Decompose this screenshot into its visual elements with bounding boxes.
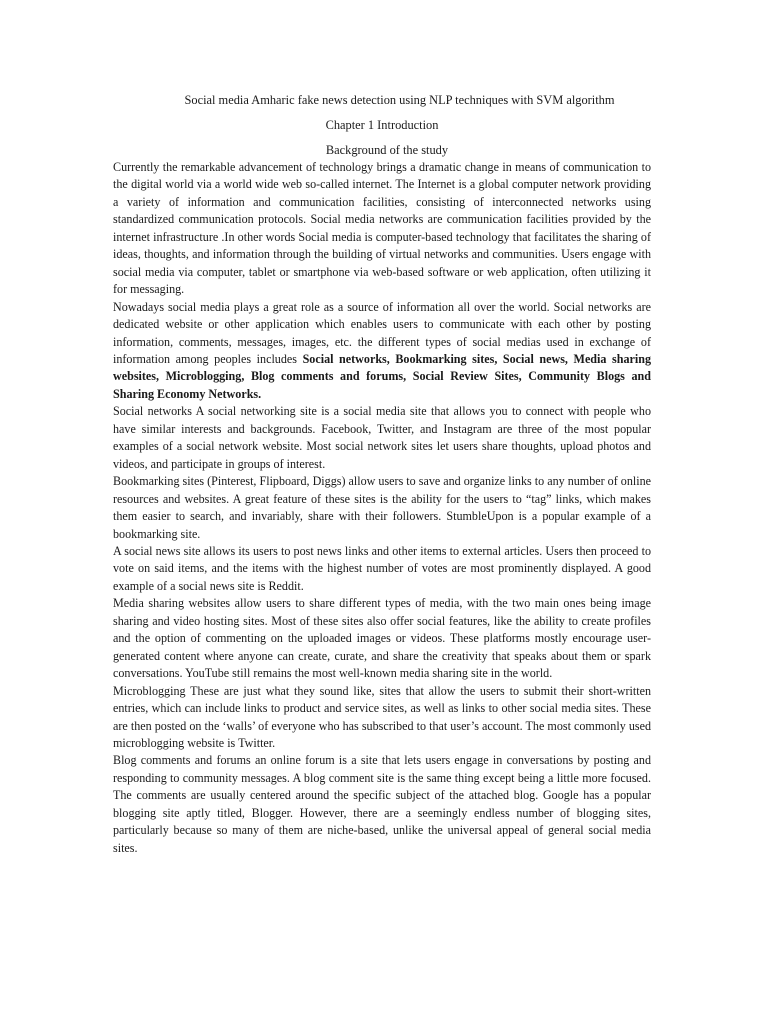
paragraph-social-networks: Social networks A social networking site is a social media site that allows you to connect with people who have similar interests and backgrounds. Facebook, Twitter, and Instagram are three of the most popular examples of a social network website. Most social network sites let users share thoughts, upload photos and videos, and participate in groups of interest. — [113, 404, 651, 471]
paragraph-blog-comments-forums: Blog comments and forums an online forum is a site that lets users engage in conversations by posting and responding to community messages. A blog comment site is the same thing except being a little more focused. The comments are usually centered around the specific subject of the attached blog. Google has a popular blogging site aptly titled, Blogger. However, there are a seemingly endless number of blogging sites, particularly because so many of them are niche-based, unlike the universal appeal of general social media sites. — [113, 753, 651, 855]
paragraph-microblogging: Microblogging These are just what they sound like, sites that allow the users to submit their short-written entries, which can include links to product and service sites, as well as links to other social media sites. These are then posted on the ‘walls’ of everyone who has subscribed to that user’s account. The most commonly used microblogging website is Twitter. — [113, 683, 651, 750]
chapter-heading: Chapter 1 Introduction — [325, 118, 439, 132]
paragraph-media-sharing: Media sharing websites allow users to share different types of media, with the two main ones being image sharing and video hosting sites. Most of these sites also offer social features, like the ability to create profiles and the option of commenting on the uploaded images or videos. These platforms mostly encourage user-generated content where anyone can create, curate, and share the creativity that speaks about them or spark conversations. YouTube still remains the most well-known media sharing site in the world. — [113, 596, 651, 681]
section-heading: Background of the study — [325, 143, 449, 157]
social-media-types-list: Social networks, Bookmarking sites, Social news, Media sharing websites, Microblogging, Blog comments and forums, Social Review Sites, Community Blogs and Sharing Economy Networks. — [113, 351, 651, 401]
paragraph-internet: Currently the remarkable advancement of technology brings a dramatic change in means of communication to the digital world via a world wide web so-called internet. The Internet is a global computer network providing a variety of information and communication facilities, consisting of interconnected networks using standardized communication protocols. Social media networks are communication facilities provided by the internet infrastructure .In other words Social media is computer-based technology that facilitates the sharing of ideas, thoughts, and information through the building of virtual networks and communities. Users engage with social media via computer, tablet or smartphone via web-based software or web application, often utilizing it for messaging. — [113, 160, 651, 297]
document-title: Social media Amharic fake news detection using NLP techniques with SVM algorithm — [184, 93, 615, 107]
paragraph-social-media-types-text: Nowadays social media plays a great role as a source of information all over the world. Social networks are dedicated website or other application which enables users to communicate with each other by posting information, comments, messages, images, etc. the different types of social medias used in exchange of information among peoples includes — [113, 299, 651, 366]
paragraph-social-news: A social news site allows its users to post news links and other items to external articles. Users then proceed to vote on said items, and the items with the highest number of votes are most prominently displayed. A good example of a social news site is Reddit. — [113, 543, 651, 593]
paragraph-bookmarking-sites: Bookmarking sites (Pinterest, Flipboard, Diggs) allow users to save and organize links to any number of online resources and websites. A great feature of these sites is the ability for the users to “tag” links, which makes them easier to search, and invariably, share with their followers. StumbleUpon is a popular example of a bookmarking site. — [113, 474, 651, 541]
paragraph-social-media-types — [113, 299, 651, 404]
document-page — [113, 92, 651, 857]
